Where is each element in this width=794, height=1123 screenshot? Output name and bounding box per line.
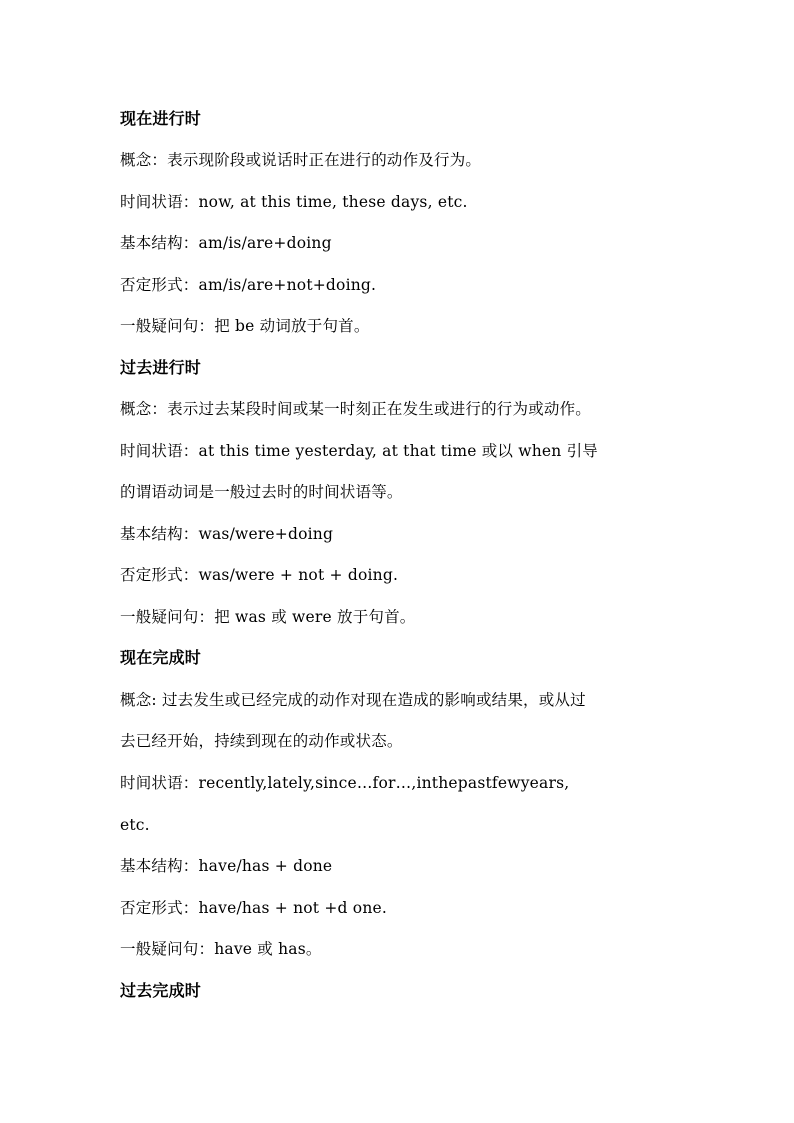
negative-form-line: 否定形式：have/has + not +d one. — [120, 899, 388, 917]
section-title-past-perfect: 过去完成时 — [120, 981, 202, 1000]
basic-structure-line: 基本结构：was/were+doing — [120, 525, 334, 543]
question-form-line: 一般疑问句：have 或 has。 — [120, 940, 322, 958]
negative-form-line: 否定形式：was/were + not + doing. — [120, 566, 399, 584]
section-title-present-perfect: 现在完成时 — [120, 648, 202, 667]
question-form-line: 一般疑问句：把 be 动词放于句首。 — [120, 317, 370, 335]
concept-line: 概念：表示过去某段时间或某一时刻正在发生或进行的行为或动作。 — [120, 400, 592, 418]
question-form-line: 一般疑问句：把 was 或 were 放于句首。 — [120, 608, 416, 626]
time-adverbial-line: 时间状语：now, at this time, these days, etc. — [120, 193, 468, 211]
concept-line: 概念：表示现阶段或说话时正在进行的动作及行为。 — [120, 151, 482, 169]
basic-structure-line: 基本结构：am/is/are+doing — [120, 234, 332, 252]
negative-form-line: 否定形式：am/is/are+not+doing. — [120, 276, 377, 294]
time-adverbial-line-continued: 的谓语动词是一般过去时的时间状语等。 — [120, 483, 403, 501]
concept-line: 概念: 过去发生或已经完成的动作对现在造成的影响或结果，或从过 — [120, 691, 586, 709]
section-title-present-continuous: 现在进行时 — [120, 109, 202, 128]
time-adverbial-line: 时间状语：at this time yesterday, at that time 或以 when 引导 — [120, 442, 598, 460]
time-adverbial-line-continued: etc. — [120, 816, 150, 834]
time-adverbial-line: 时间状语：recently,lately,since…for…,inthepastfewyears, — [120, 774, 570, 792]
concept-line-continued: 去已经开始，持续到现在的动作或状态。 — [120, 732, 403, 750]
basic-structure-line: 基本结构：have/has + done — [120, 857, 333, 875]
section-title-past-continuous: 过去进行时 — [120, 358, 202, 377]
